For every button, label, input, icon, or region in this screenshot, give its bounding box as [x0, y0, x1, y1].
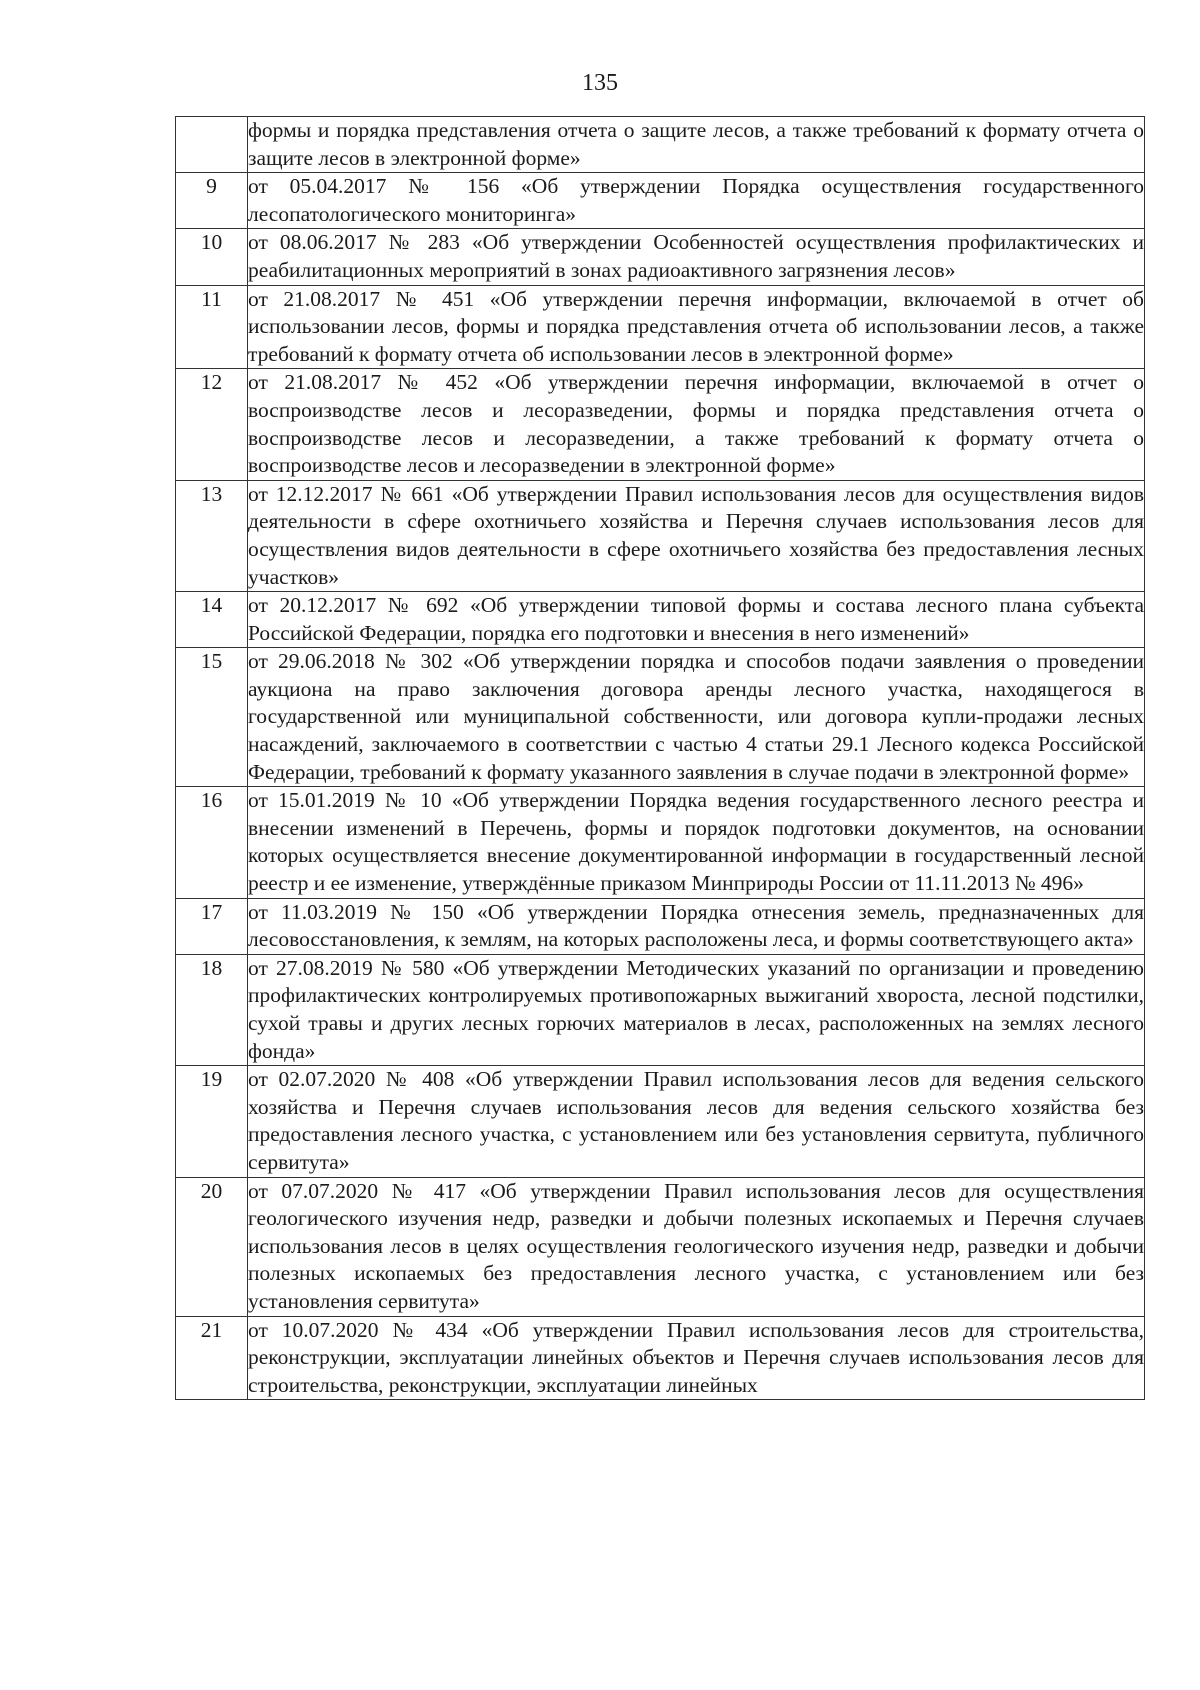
page-number: 135 — [582, 70, 618, 96]
row-number: 12 — [176, 369, 248, 480]
row-number: 18 — [176, 954, 248, 1065]
row-text: от 02.07.2020 № 408 «Об утверждении Правил использования лесов для ведения сельского хозяйства и Перечня случаев использования лесов для ведения сельского хозяйства без предоставления лесного участка, с установлением или без установления сервитута, публичного сервитута» — [248, 1066, 1145, 1177]
table-row — [176, 369, 1145, 480]
row-number: 9 — [176, 173, 248, 229]
row-text: от 11.03.2019 № 150 «Об утверждении Порядка отнесения земель, предназначенных для лесовосстановления, к землям, на которых расположены леса, и формы соответствующего акта» — [248, 898, 1145, 954]
row-text: от 10.07.2020 № 434 «Об утверждении Правил использования лесов для строительства, реконструкции, эксплуатации линейных объектов и Перечня случаев использования лесов для строительства, реконструкции, эксплуатации линейных — [248, 1316, 1145, 1400]
row-text: от 27.08.2019 № 580 «Об утверждении Методических указаний по организации и проведению профилактических контролируемых противопожарных выжиганий хвороста, лесной подстилки, сухой травы и других лесных горючих материалов в лесах, расположенных на землях лесного фонда» — [248, 954, 1145, 1065]
table-row — [176, 173, 1145, 229]
row-text: от 08.06.2017 № 283 «Об утверждении Особенностей осуществления профилактических и реабилитационных мероприятий в зонах радиоактивного загрязнения лесов» — [248, 229, 1145, 285]
regulations-table — [175, 116, 1145, 1400]
table-row — [176, 1316, 1145, 1400]
row-number: 10 — [176, 229, 248, 285]
table-row — [176, 117, 1145, 173]
row-text: от 20.12.2017 № 692 «Об утверждении типовой формы и состава лесного плана субъекта Российской Федерации, порядка его подготовки и внесения в него изменений» — [248, 592, 1145, 648]
row-number: 11 — [176, 285, 248, 369]
table-row — [176, 1066, 1145, 1177]
row-number: 14 — [176, 592, 248, 648]
table-row — [176, 648, 1145, 787]
row-number: 13 — [176, 480, 248, 591]
row-number: 15 — [176, 648, 248, 787]
table-row — [176, 285, 1145, 369]
table-row — [176, 229, 1145, 285]
table-row — [176, 954, 1145, 1065]
table-row — [176, 480, 1145, 591]
table-row — [176, 1177, 1145, 1316]
row-text: формы и порядка представления отчета о защите лесов, а также требований к формату отчета о защите лесов в электронной форме» — [248, 117, 1145, 173]
table-row — [176, 898, 1145, 954]
row-text: от 07.07.2020 № 417 «Об утверждении Правил использования лесов для осуществления геологического изучения недр, разведки и добычи полезных ископаемых и Перечня случаев использования лесов в целях осуществления геологического изучения недр, разведки и добычи полезных ископаемых без предоставления лесного участка, с установлением или без установления сервитута» — [248, 1177, 1145, 1316]
row-text: от 21.08.2017 № 451 «Об утверждении перечня информации, включаемой в отчет об использовании лесов, формы и порядка представления отчета об использовании лесов, а также требований к формату отчета об использовании лесов в электронной форме» — [248, 285, 1145, 369]
row-text: от 15.01.2019 № 10 «Об утверждении Порядка ведения государственного лесного реестра и внесении изменений в Перечень, формы и порядок подготовки документов, на основании которых осуществляется внесение документированной информации в государственный лесной реестр и ее изменение, утверждённые приказом Минприроды России от 11.11.2013 № 496» — [248, 787, 1145, 898]
row-number: 19 — [176, 1066, 248, 1177]
table-row — [176, 592, 1145, 648]
row-text: от 12.12.2017 № 661 «Об утверждении Правил использования лесов для осуществления видов деятельности в сфере охотничьего хозяйства и Перечня случаев использования лесов для осуществления видов деятельности в сфере охотничьего хозяйства без предоставления лесных участков» — [248, 480, 1145, 591]
row-number — [176, 117, 248, 173]
row-text: от 29.06.2018 № 302 «Об утверждении порядка и способов подачи заявления о проведении аукциона на право заключения договора аренды лесного участка, находящегося в государственной или муниципальной собственности, или договора купли-продажи лесных насаждений, заключаемого в соответствии с частью 4 статьи 29.1 Лесного кодекса Российской Федерации, требований к формату указанного заявления в случае подачи в электронной форме» — [248, 648, 1145, 787]
row-number: 21 — [176, 1316, 248, 1400]
row-number: 20 — [176, 1177, 248, 1316]
table-row — [176, 787, 1145, 898]
row-text: от 21.08.2017 № 452 «Об утверждении перечня информации, включаемой в отчет о воспроизводстве лесов и лесоразведении, формы и порядка представления отчета о воспроизводстве лесов и лесоразведении, а также требований к формату отчета о воспроизводстве лесов и лесоразведении в электронной форме» — [248, 369, 1145, 480]
row-number: 17 — [176, 898, 248, 954]
row-number: 16 — [176, 787, 248, 898]
row-text: от 05.04.2017 № 156 «Об утверждении Порядка осуществления государственного лесопатологического мониторинга» — [248, 173, 1145, 229]
